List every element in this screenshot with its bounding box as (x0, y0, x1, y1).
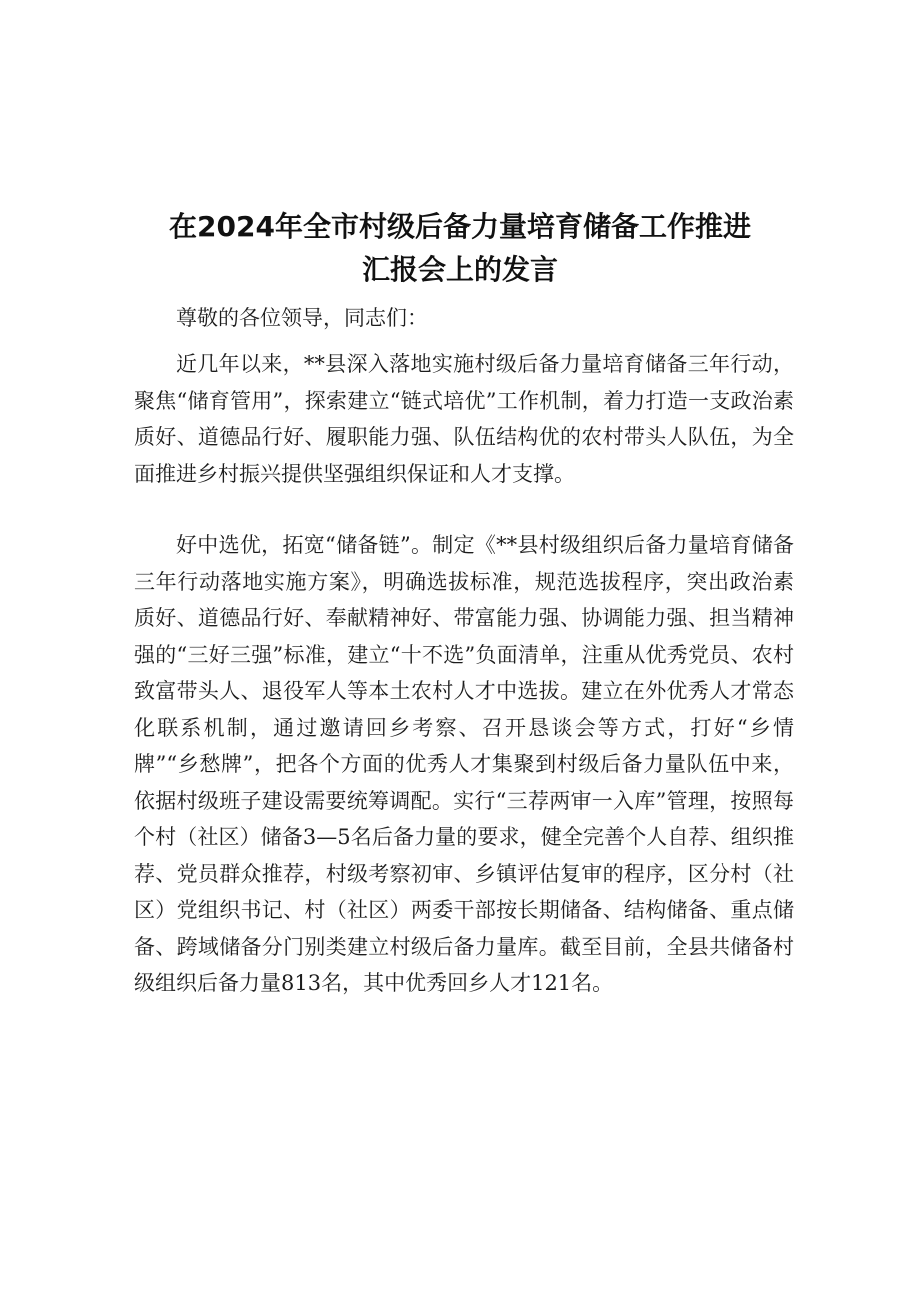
paragraph-reserve-chain (134, 527, 794, 1002)
paragraph-intro (134, 346, 794, 492)
paragraph-2-text: 好中选优，拓宽“储备链”。制定《**县村级组织后备力量培育储备三年行动落地实施方案》，明确选拔标准，规范选拔程序，突出政治素质好、道德品行好、奉献精神好、带富能力强、协调能力强、担当精神强的“三好三强”标准，建立“十不选”负面清单，注重从优秀党员、农村致富带头人、退役军人等本土农村人才中选拔。建立在外优秀人才常态化联系机制，通过邀请回乡考察、召开恳谈会等方式，打好“乡情牌”“乡愁牌”，把各个方面的优秀人才集聚到村级后备力量队伍中来，依据村级班子建设需要统筹调配。实行“三荐两审一入库”管理，按照每个村（社区）储备3—5名后备力量的要求，健全完善个人自荐、组织推荐、党员群众推荐，村级考察初审、乡镇评估复审的程序，区分村（社区）党组织书记、村（社区）两委干部按长期储备、结构储备、重点储备、跨域储备分门别类建立村级后备力量库。截至目前，全县共储备村级组织后备力量813名，其中优秀回乡人才121名。 (134, 533, 794, 995)
salutation-text: 尊敬的各位领导，同志们： (176, 306, 428, 330)
salutation (134, 300, 794, 337)
document-title-line-1: 在2024年全市村级后备力量培育储备工作推进 (169, 210, 751, 243)
paragraph-1-text: 近几年以来，**县深入落地实施村级后备力量培育储备三年行动，聚焦“储育管用”，探索建立“链式培优”工作机制，着力打造一支政治素质好、道德品行好、履职能力强、队伍结构优的农村带头人队伍，为全面推进乡村振兴提供坚强组织保证和人才支撑。 (134, 352, 794, 486)
document-title-line-2: 汇报会上的发言 (361, 253, 558, 286)
